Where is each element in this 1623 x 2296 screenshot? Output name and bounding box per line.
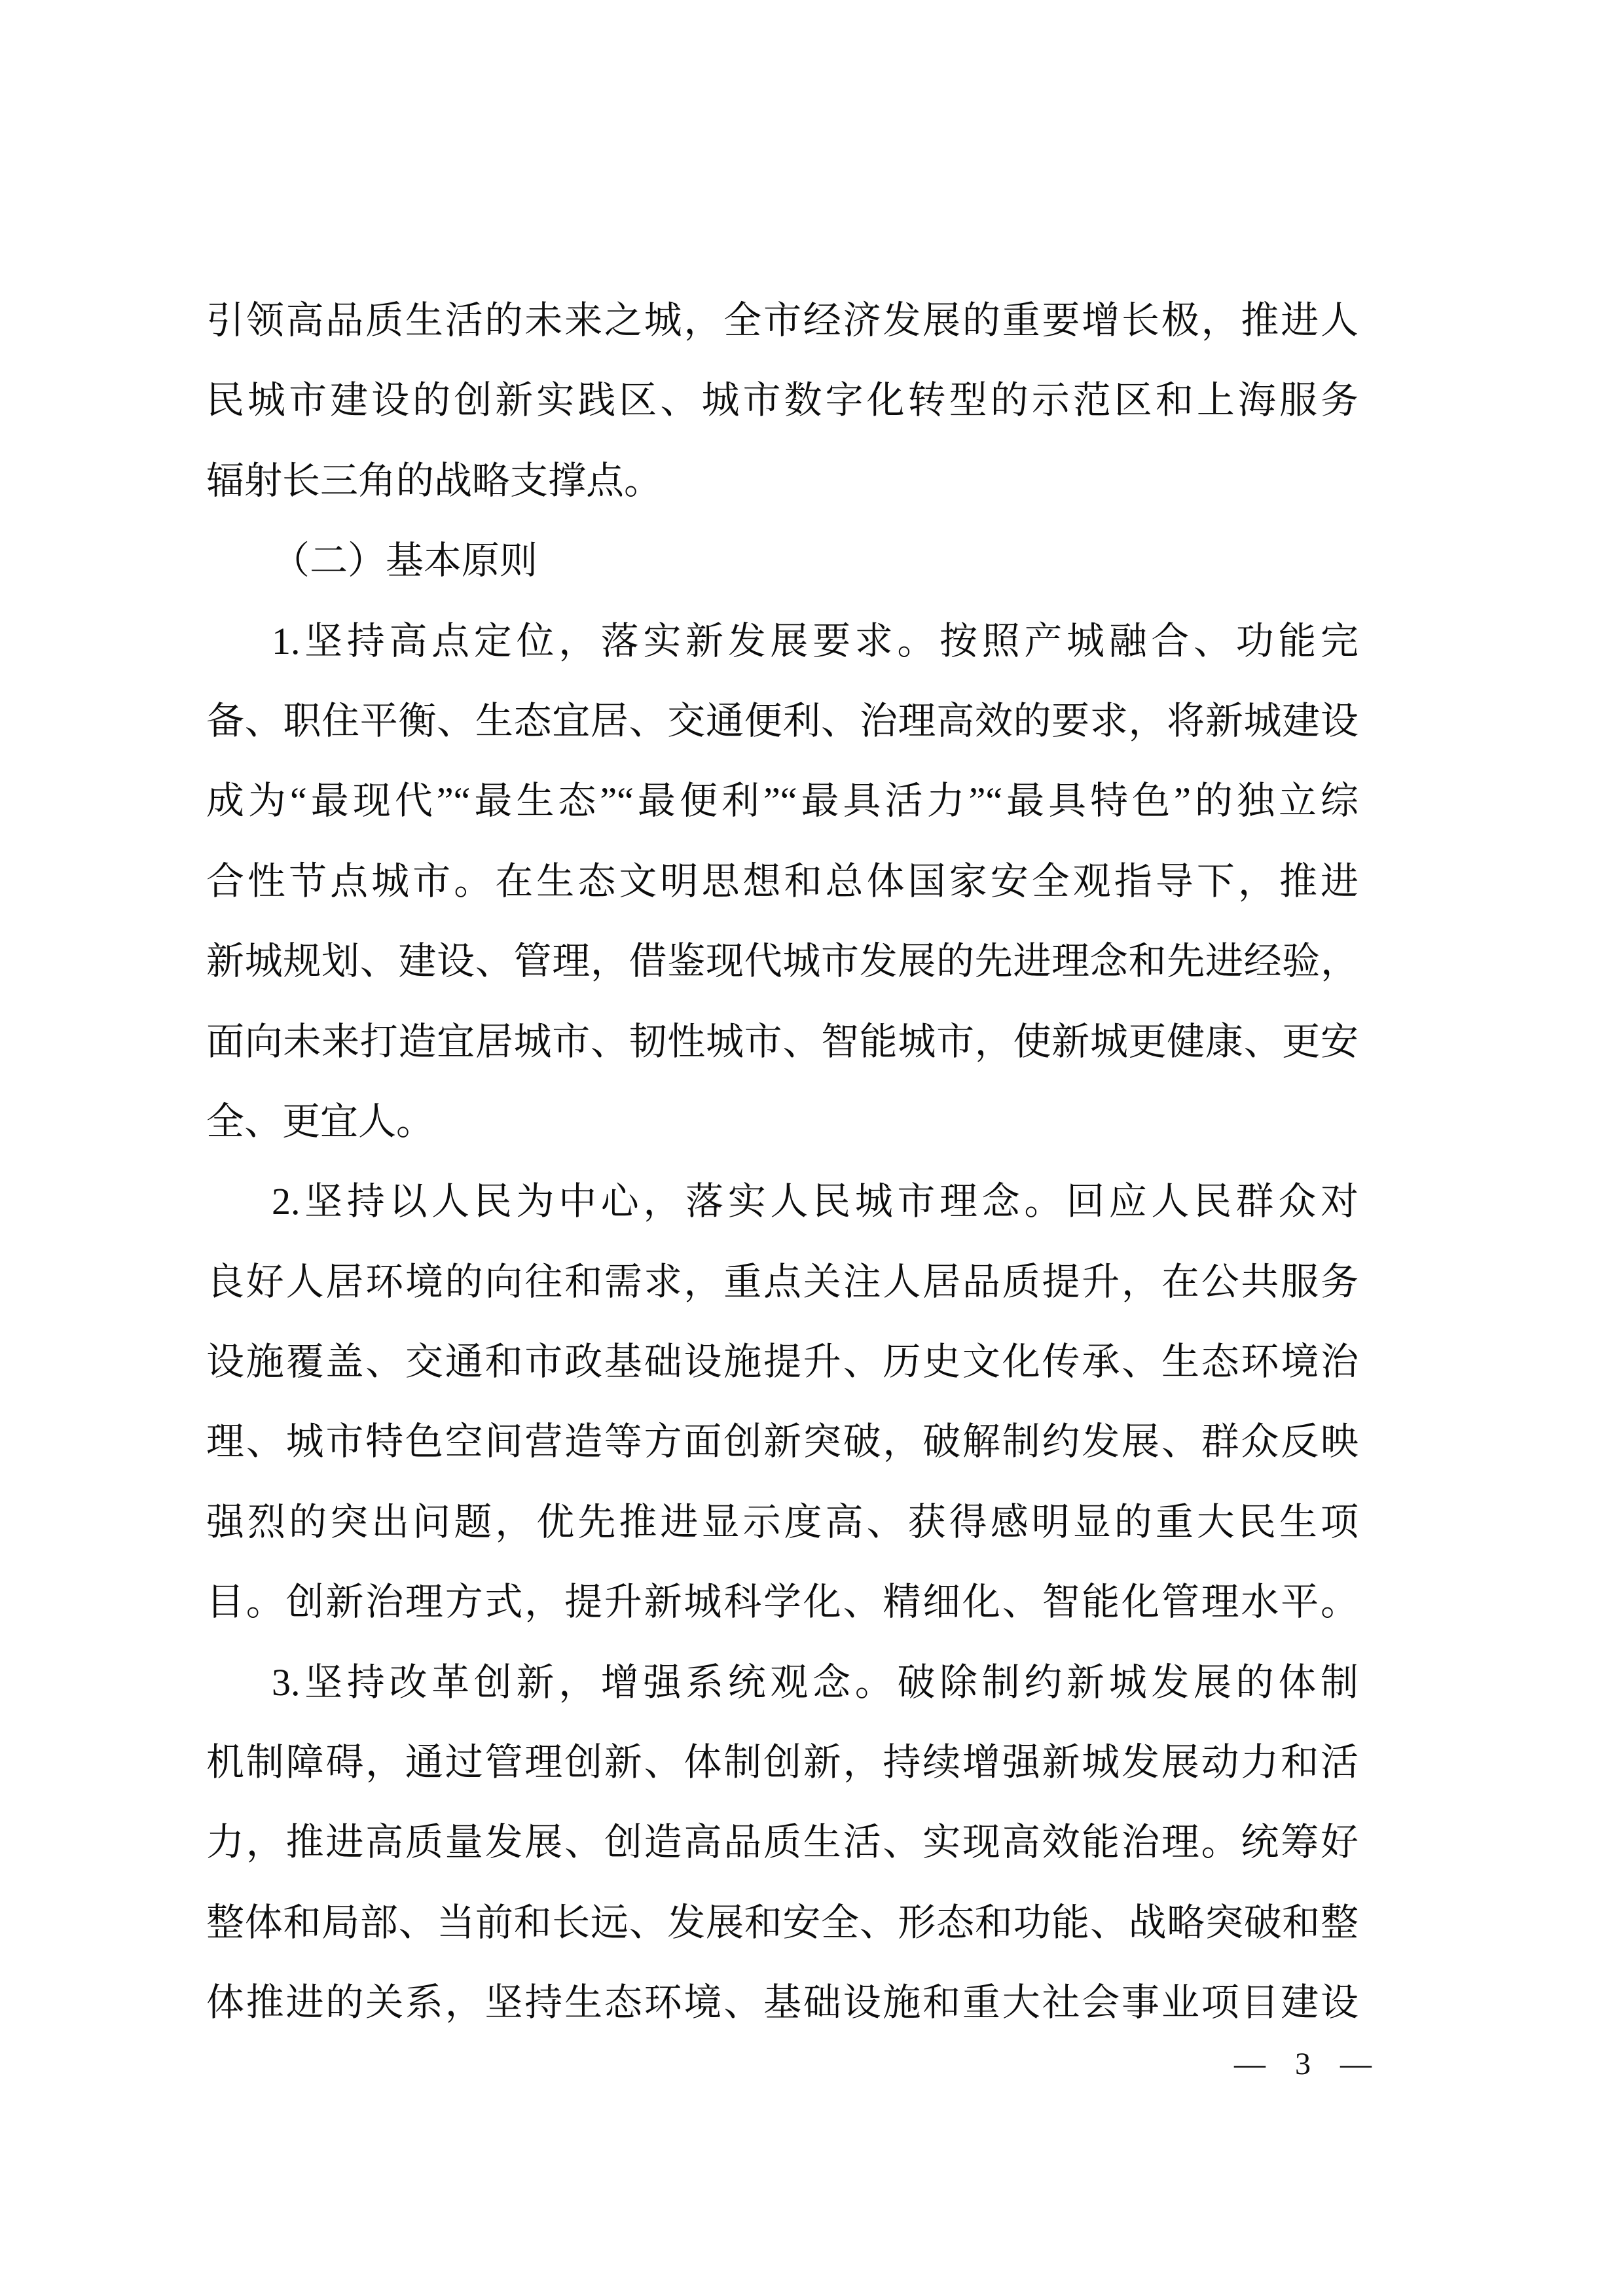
footer-dash-left: —: [1234, 2047, 1266, 2081]
page-number: 3: [1295, 2047, 1311, 2081]
text-line: 良好人居环境的向往和需求，重点关注人居品质提升，在公共服务: [206, 1260, 1359, 1303]
page-footer: [1234, 2046, 1372, 2083]
text-line: 1.坚持高点定位，落实新发展要求。按照产城融合、功能完: [272, 619, 1359, 662]
text-line: 体推进的关系，坚持生态环境、基础设施和重大社会事业项目建设: [206, 1981, 1359, 2024]
text-line: 强烈的突出问题，优先推进显示度高、获得感明显的重大民生项: [206, 1500, 1359, 1543]
text-line: 新城规划、建设、管理，借鉴现代城市发展的先进理念和先进经验，: [206, 940, 1359, 983]
text-line: 备、职住平衡、生态宜居、交通便利、治理高效的要求，将新城建设: [206, 699, 1359, 742]
text-line: 全、更宜人。: [206, 1100, 435, 1143]
text-line: 合性节点城市。在生态文明思想和总体国家安全观指导下，推进: [206, 859, 1359, 903]
text-line: 3.坚持改革创新，增强系统观念。破除制约新城发展的体制: [272, 1660, 1359, 1704]
footer-dash-right: —: [1340, 2047, 1372, 2081]
text-line: 面向未来打造宜居城市、韧性城市、智能城市，使新城更健康、更安: [206, 1020, 1359, 1063]
text-line: 成为“最现代”“最生态”“最便利”“最具活力”“最具特色”的独立综: [206, 780, 1359, 823]
text-line: 引领高品质生活的未来之城，全市经济发展的重要增长极，推进人: [206, 299, 1359, 342]
text-line: 力，推进高质量发展、创造高品质生活、实现高效能治理。统筹好: [206, 1821, 1359, 1864]
document-body: [206, 281, 1359, 2043]
text-line: 设施覆盖、交通和市政基础设施提升、历史文化传承、生态环境治: [206, 1340, 1359, 1384]
text-line: 机制障碍，通过管理创新、体制创新，持续增强新城发展动力和活: [206, 1741, 1359, 1784]
section-heading: （二）基本原则: [272, 539, 538, 583]
text-line: 整体和局部、当前和长远、发展和安全、形态和功能、战略突破和整: [206, 1901, 1359, 1944]
text-line: 民城市建设的创新实践区、城市数字化转型的示范区和上海服务: [206, 379, 1359, 422]
text-line: 辐射长三角的战略支撑点。: [206, 459, 663, 502]
text-line: 目。创新治理方式，提升新城科学化、精细化、智能化管理水平。: [206, 1581, 1359, 1624]
text-line: 2.坚持以人民为中心，落实人民城市理念。回应人民群众对: [272, 1180, 1359, 1223]
text-line: 理、城市特色空间营造等方面创新突破，破解制约发展、群众反映: [206, 1420, 1359, 1463]
